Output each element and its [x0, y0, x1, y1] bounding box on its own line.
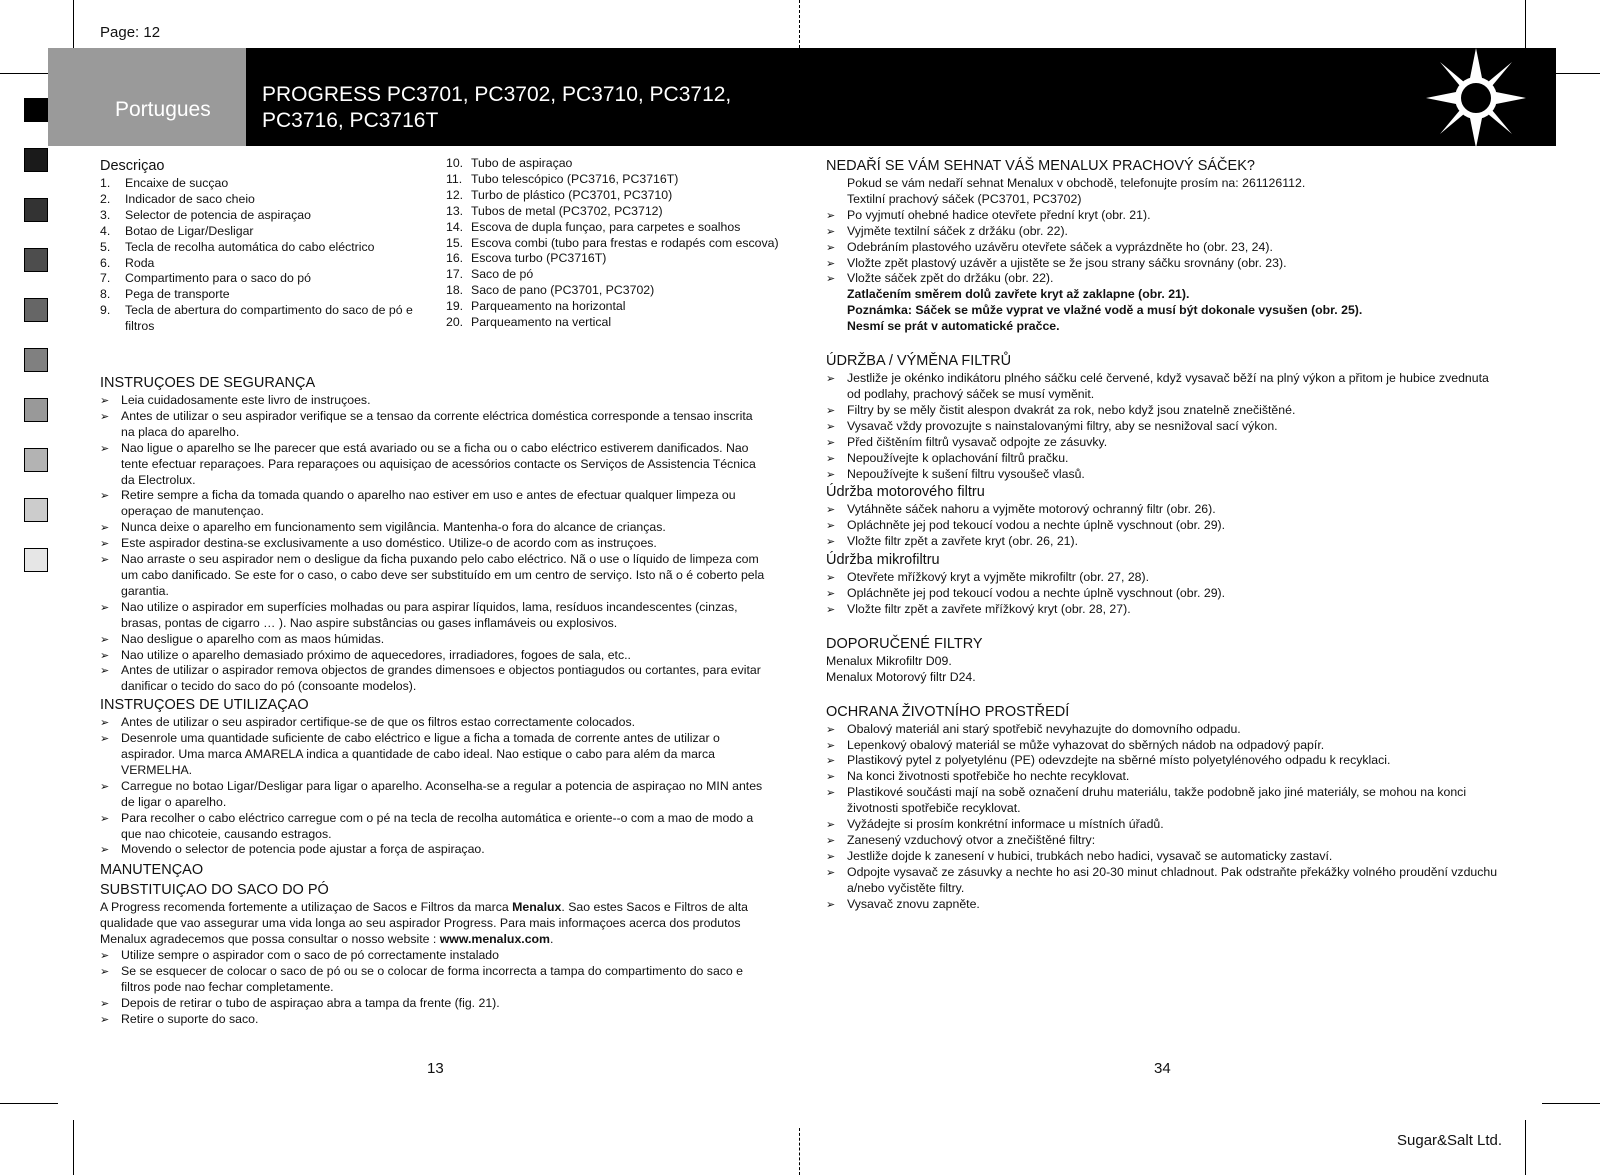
- list-item: ➢ Po vyjmutí ohebné hadice otevřete přední kryt (obr. 21).: [826, 208, 1498, 224]
- recommended-line-1: Menalux Mikrofiltr D09.: [826, 653, 952, 668]
- page-number-left: 13: [427, 1060, 444, 1077]
- list-item: ➢ Nepoužívejte k sušení filtru vysoušeč vlasů.: [826, 467, 1498, 483]
- header-bar: [246, 48, 1556, 146]
- list-item: ➢ Desenrole uma quantidade suficiente de cabo eléctrico e ligue a ficha a tomada de corrente antes de utilizar o aspirador. Uma marca AMARELA indica a quantidade de cabo ideal. Nao estique o cabo para além da marca VERMELHA.: [100, 731, 768, 779]
- list-item: [100, 287, 430, 303]
- motor-filter-list: [826, 502, 1498, 550]
- item-number: 14.: [446, 219, 464, 234]
- maintenance-list: [100, 948, 768, 1028]
- list-item: [100, 256, 430, 272]
- list-item: ➢ Jestliže je okénko indikátoru plného sáčku celé červené, když vysavač běží na plný výkon a přitom je hubice zvednuta od podlahy, prachový sáček se musí vyměnit.: [826, 371, 1498, 403]
- list-item: ➢ Zanesený vzduchový otvor a znečištěné filtry:: [826, 833, 1498, 849]
- list-item: ➢ Odpojte vysavač ze zásuvky a nechte ho asi 20-30 minut chladnout. Pak odstraňte překážky volného proudění vzduchu a/nebo vyčistěte filtry.: [826, 865, 1498, 897]
- item-text: Tecla de abertura do compartimento do saco de pó e filtros: [125, 303, 413, 334]
- title-line-1: PROGRESS PC3701, PC3702, PC3710, PC3712,: [262, 83, 732, 106]
- description-list: [100, 176, 430, 335]
- item-number: 9.: [100, 303, 111, 318]
- scale-square: [24, 298, 48, 322]
- list-item: ➢ Se se esquecer de colocar o saco de pó ou se o colocar de forma incorrecta a tampa do compartimento do saco e filtros pode nao fechar completamente.: [100, 964, 768, 996]
- item-text: Pega de transporte: [125, 287, 230, 302]
- item-text: Botao de Ligar/Desligar: [125, 223, 254, 238]
- list-item: ➢ Nunca deixe o aparelho em funcionamento sem vigilância. Mantenha-o fora do alcance de crianças.: [100, 520, 768, 536]
- crop-mark: [1542, 1103, 1600, 1104]
- page-title: [262, 82, 782, 134]
- list-item: ➢ Este aspirador destina-se exclusivamente a uso doméstico. Utilize-o de acordo com as instruçoes.: [100, 536, 768, 552]
- sun-logo-icon: [1426, 48, 1526, 148]
- item-number: 11.: [446, 171, 463, 186]
- environment-list: [826, 722, 1498, 913]
- list-item: [446, 315, 786, 331]
- item-text: Parqueamento na horizontal: [471, 299, 626, 314]
- fold-mark: [799, 0, 800, 48]
- item-number: 19.: [446, 299, 464, 314]
- item-number: 17.: [446, 267, 464, 282]
- page-label: Page: 12: [100, 24, 161, 41]
- list-item: ➢ Vložte filtr zpět a zavřete kryt (obr. 26, 21).: [826, 534, 1498, 550]
- list-item: [100, 271, 430, 287]
- scale-square: [24, 98, 48, 122]
- language-tab: [48, 48, 246, 146]
- motor-filter-heading: Údržba motorového filtru: [826, 484, 985, 501]
- item-text: Selector de potencia de aspiraçao: [125, 207, 311, 222]
- list-item: ➢ Vysavač znovu zapněte.: [826, 897, 1498, 913]
- list-item: ➢ Leia cuidadosamente este livro de instruçoes.: [100, 393, 768, 409]
- list-item: ➢ Movendo o selector de potencia pode ajustar a força de aspiraçao.: [100, 842, 768, 858]
- list-item: [100, 224, 430, 240]
- list-item: [100, 192, 430, 208]
- list-item: [100, 303, 430, 335]
- scale-square: [24, 248, 48, 272]
- item-text: Indicador de saco cheio: [125, 191, 255, 206]
- crop-mark: [1525, 1120, 1526, 1175]
- list-item: ➢ Lepenkový obalový materiál se může vyhazovat do sběrných nádob na odpadový papír.: [826, 738, 1498, 754]
- list-item: ➢ Jestliže dojde k zanesení v hubici, trubkách nebo hadici, vysavač se automaticky zastaví.: [826, 849, 1498, 865]
- intro-text: A Progress recomenda fortemente a utilizaçao de Sacos e Filtros da marca: [100, 900, 513, 915]
- list-item: ➢ Vytáhněte sáček nahoru a vyjměte motorový ochranný filtr (obr. 26).: [826, 502, 1498, 518]
- list-item: [446, 251, 786, 267]
- scale-square: [24, 548, 48, 572]
- scale-square: [24, 148, 48, 172]
- item-number: 12.: [446, 187, 464, 202]
- safety-list: [100, 393, 768, 695]
- item-number: 5.: [100, 239, 111, 254]
- bag-intro-2: Textilní prachový sáček (PC3701, PC3702): [847, 191, 1082, 206]
- footer-company: Sugar&Salt Ltd.: [1397, 1132, 1503, 1149]
- description-heading: Descriçao: [100, 158, 165, 174]
- item-text: Roda: [125, 255, 155, 270]
- microfilter-heading: Údržba mikrofiltru: [826, 552, 940, 569]
- item-number: 1.: [100, 176, 111, 190]
- list-item: ➢ Vložte sáček zpět do držáku (obr. 22).: [826, 271, 1498, 287]
- list-item: ➢ Antes de utilizar o seu aspirador certifique-se de que os filtros estao correctamente colocados.: [100, 715, 768, 731]
- list-item: ➢ Vyjměte textilní sáček z držáku (obr. 22).: [826, 224, 1498, 240]
- item-number: 8.: [100, 287, 111, 302]
- list-item: [446, 283, 786, 299]
- list-item: [100, 240, 430, 256]
- item-number: 18.: [446, 283, 464, 298]
- maintenance-intro: [100, 900, 768, 948]
- title-line-2: PC3716, PC3716T: [262, 109, 439, 132]
- list-item: ➢ Otevřete mřížkový kryt a vyjměte mikrofiltr (obr. 27, 28).: [826, 570, 1498, 586]
- crop-mark: [1525, 0, 1526, 50]
- item-number: 3.: [100, 207, 111, 222]
- item-text: Parqueamento na vertical: [471, 315, 612, 330]
- list-item: ➢ Nepoužívejte k oplachování filtrů pračku.: [826, 451, 1498, 467]
- crop-mark: [73, 0, 74, 50]
- page-number-right: 34: [1154, 1060, 1171, 1077]
- usage-heading: INSTRUÇOES DE UTILIZAÇAO: [100, 697, 309, 714]
- list-item: ➢ Retire sempre a ficha da tomada quando o aparelho nao estiver em uso e antes de efectuar qualquer limpeza ou operaçao de manutençao.: [100, 488, 768, 520]
- scale-square: [24, 198, 48, 222]
- filters-list: [826, 371, 1498, 482]
- item-text: Escova de dupla funçao, para carpetes e soalhos: [471, 219, 741, 234]
- item-number: 20.: [446, 315, 464, 330]
- scale-square: [24, 348, 48, 372]
- list-item: [100, 176, 430, 192]
- crop-mark: [0, 1103, 58, 1104]
- item-number: 10.: [446, 156, 464, 170]
- brand-name: Menalux: [512, 900, 562, 915]
- item-text: Compartimento para o saco do pó: [125, 271, 311, 286]
- bag-heading: NEDAŘÍ SE VÁM SEHNAT VÁŠ MENALUX PRACHOVÝ SÁČEK?: [826, 158, 1255, 174]
- list-item: ➢ Retire o suporte do saco.: [100, 1012, 768, 1028]
- list-item: ➢ Plastikové součásti mají na sobě označení druhu materiálu, takže podobně jako jiné materiály, se mohou na konci životnosti spotřebiče recyklovat.: [826, 785, 1498, 817]
- recommended-line-2: Menalux Motorový filtr D24.: [826, 669, 976, 684]
- bag-note-3: Nesmí se prát v automatické pračce.: [847, 319, 1060, 334]
- maintenance-heading: MANUTENÇAO: [100, 862, 204, 879]
- item-text: Tubo telescópico (PC3716, PC3716T): [471, 171, 679, 186]
- list-item: [446, 172, 786, 188]
- item-text: Tubo de aspiraçao: [471, 156, 573, 170]
- list-item: ➢ Carregue no botao Ligar/Desligar para ligar o aparelho. Aconselha-se a regular a potencia de aspiraçao no MIN antes de ligar o aparelho.: [100, 779, 768, 811]
- list-item: ➢ Opláchněte jej pod tekoucí vodou a nechte úplně vyschnout (obr. 29).: [826, 586, 1498, 602]
- list-item: [446, 220, 786, 236]
- recommended-heading: DOPORUČENÉ FILTRY: [826, 635, 983, 652]
- list-item: ➢ Před čištěním filtrů vysavač odpojte ze zásuvky.: [826, 435, 1498, 451]
- left-column: [100, 373, 768, 1028]
- item-number: 2.: [100, 191, 111, 206]
- item-number: 16.: [446, 251, 464, 266]
- safety-heading: INSTRUÇOES DE SEGURANÇA: [100, 375, 316, 391]
- list-item: ➢ Vložte filtr zpět a zavřete mřížkový kryt (obr. 28, 27).: [826, 602, 1498, 618]
- intro-text: . Sao estes Sacos e Filtros de alta qualidade que vao assegurar uma vida longa ao seu aspirador Progress. Para mais informaçoes acerca dos produtos Menalux agradecemos que possa consultar o nosso website :: [100, 900, 748, 947]
- list-item: ➢ Para recolher o cabo eléctrico carregue com o pé na tecla de recolha automática e oriente--o com a mao de modo a que nao chicoteie, causando estragos.: [100, 811, 768, 843]
- list-item: ➢ Na konci životnosti spotřebiče ho nechte recyklovat.: [826, 769, 1498, 785]
- item-text: Encaixe de sucçao: [125, 176, 229, 190]
- list-item: ➢ Nao utilize o aparelho demasiado próximo de aquecedores, irradiadores, fogoes de sala, etc..: [100, 648, 768, 664]
- list-item: [446, 156, 786, 172]
- list-item: ➢ Vyžádejte si prosím konkrétní informace u místních úřadů.: [826, 817, 1498, 833]
- list-item: [446, 188, 786, 204]
- bag-intro-1: Pokud se vám nedaří sehnat Menalux v obchodě, telefonujte prosím na: 261126112.: [847, 176, 1306, 190]
- list-item: ➢ Odebráním plastového uzávěru otevřete sáček a vyprázdněte ho (obr. 23, 24).: [826, 240, 1498, 256]
- list-item: ➢ Depois de retirar o tubo de aspiraçao abra a tampa da frente (fig. 21).: [100, 996, 768, 1012]
- list-item: ➢ Vysavač vždy provozujte s nainstalovanými filtry, aby se nesnižoval sací výkon.: [826, 419, 1498, 435]
- item-text: Turbo de plástico (PC3701, PC3710): [471, 187, 673, 202]
- list-item: ➢ Antes de utilizar o aspirador remova objectos de grandes dimensoes e objectos pontiagudos ou cortantes, para evitar danificar o tecido do saco do pó (consoante modelos).: [100, 663, 768, 695]
- list-item: ➢ Nao utilize o aspirador em superfícies molhadas ou para aspirar líquidos, lama, resíduos incandescentes (cinzas, brasas, pontas de cigarro … ). Nao aspire substâncias ou gases inflamáveis ou explosivos.: [100, 600, 768, 632]
- scale-square: [24, 448, 48, 472]
- item-number: 15.: [446, 235, 464, 250]
- bag-note-1: Zatlačením směrem dolů zavřete kryt až zaklapne (obr. 21).: [847, 287, 1190, 302]
- microfilter-list: [826, 570, 1498, 618]
- filters-heading: ÚDRŽBA / VÝMĚNA FILTRŮ: [826, 353, 1012, 370]
- list-item: ➢ Vložte zpět plastový uzávěr a ujistěte se že jsou strany sáčku srovnány (obr. 23).: [826, 256, 1498, 272]
- scale-square: [24, 498, 48, 522]
- language-label: Portugues: [115, 98, 211, 121]
- crop-mark: [73, 1120, 74, 1175]
- item-number: 4.: [100, 223, 111, 238]
- list-item: ➢ Nao desligue o aparelho com as maos húmidas.: [100, 632, 768, 648]
- item-number: 13.: [446, 203, 464, 218]
- item-text: Tecla de recolha automática do cabo eléctrico: [125, 239, 375, 254]
- item-number: 7.: [100, 271, 111, 286]
- list-item: [100, 208, 430, 224]
- bag-replacement-heading: SUBSTITUIÇAO DO SACO DO PÓ: [100, 882, 329, 899]
- item-number: 6.: [100, 255, 111, 270]
- description-list-2: [446, 156, 786, 331]
- environment-heading: OCHRANA ŽIVOTNÍHO PROSTŘEDÍ: [826, 703, 1070, 720]
- description-section: [100, 156, 430, 335]
- list-item: [446, 204, 786, 220]
- right-column: [826, 156, 1498, 913]
- item-text: Escova combi (tubo para frestas e rodapés com escova): [471, 235, 779, 250]
- list-item: ➢ Nao arraste o seu aspirador nem o desligue da ficha puxando pelo cabo eléctrico. Nã o use o líquido de limpeza com um cabo danificado. Se este for o caso, o cabo deve ser substituído em um centro de serviço. Isto nã o é coberto pela garantia.: [100, 552, 768, 600]
- list-item: ➢ Plastikový pytel z polyetylénu (PE) odevzdejte na sběrné místo polyetylénového odpadu k recyklaci.: [826, 753, 1498, 769]
- item-text: Escova turbo (PC3716T): [471, 251, 607, 266]
- list-item: ➢ Nao ligue o aparelho se lhe parecer que está avariado ou se a ficha ou o cabo eléctrico estiverem danificados. Nao tente efectuar reparaçoes. Para reparaçoes ou aquisiçao de acessórios contacte os Serviços de Assistencia Técnica da Electrolux.: [100, 441, 768, 489]
- fold-mark: [799, 1128, 800, 1175]
- list-item: ➢ Opláchněte jej pod tekoucí vodou a nechte úplně vyschnout (obr. 29).: [826, 518, 1498, 534]
- list-item: ➢ Filtry by se měly čistit alespon dvakrát za rok, nebo když jsou znatelně znečištěné.: [826, 403, 1498, 419]
- scale-square: [24, 398, 48, 422]
- list-item: [446, 299, 786, 315]
- item-text: Saco de pó: [471, 267, 534, 282]
- list-item: ➢ Utilize sempre o aspirador com o saco de pó correctamente instalado: [100, 948, 768, 964]
- list-item: [446, 236, 786, 252]
- bag-list: [826, 208, 1498, 288]
- bag-note-2: Poznámka: Sáček se může vyprat ve vlažné vodě a musí být dokonale vysušen (obr. 25).: [847, 303, 1363, 318]
- list-item: [446, 267, 786, 283]
- item-text: Tubos de metal (PC3702, PC3712): [471, 203, 663, 218]
- intro-text: .: [549, 932, 554, 947]
- website-url: www.menalux.com: [439, 932, 550, 947]
- description-section-2: [446, 156, 786, 331]
- item-text: Saco de pano (PC3701, PC3702): [471, 283, 655, 298]
- list-item: ➢ Obalový materiál ani starý spotřebič nevyhazujte do domovního odpadu.: [826, 722, 1498, 738]
- usage-list: [100, 715, 768, 858]
- list-item: ➢ Antes de utilizar o seu aspirador verifique se a tensao da corrente eléctrica doméstica corresponde a tensao inscrita na placa do aparelho.: [100, 409, 768, 441]
